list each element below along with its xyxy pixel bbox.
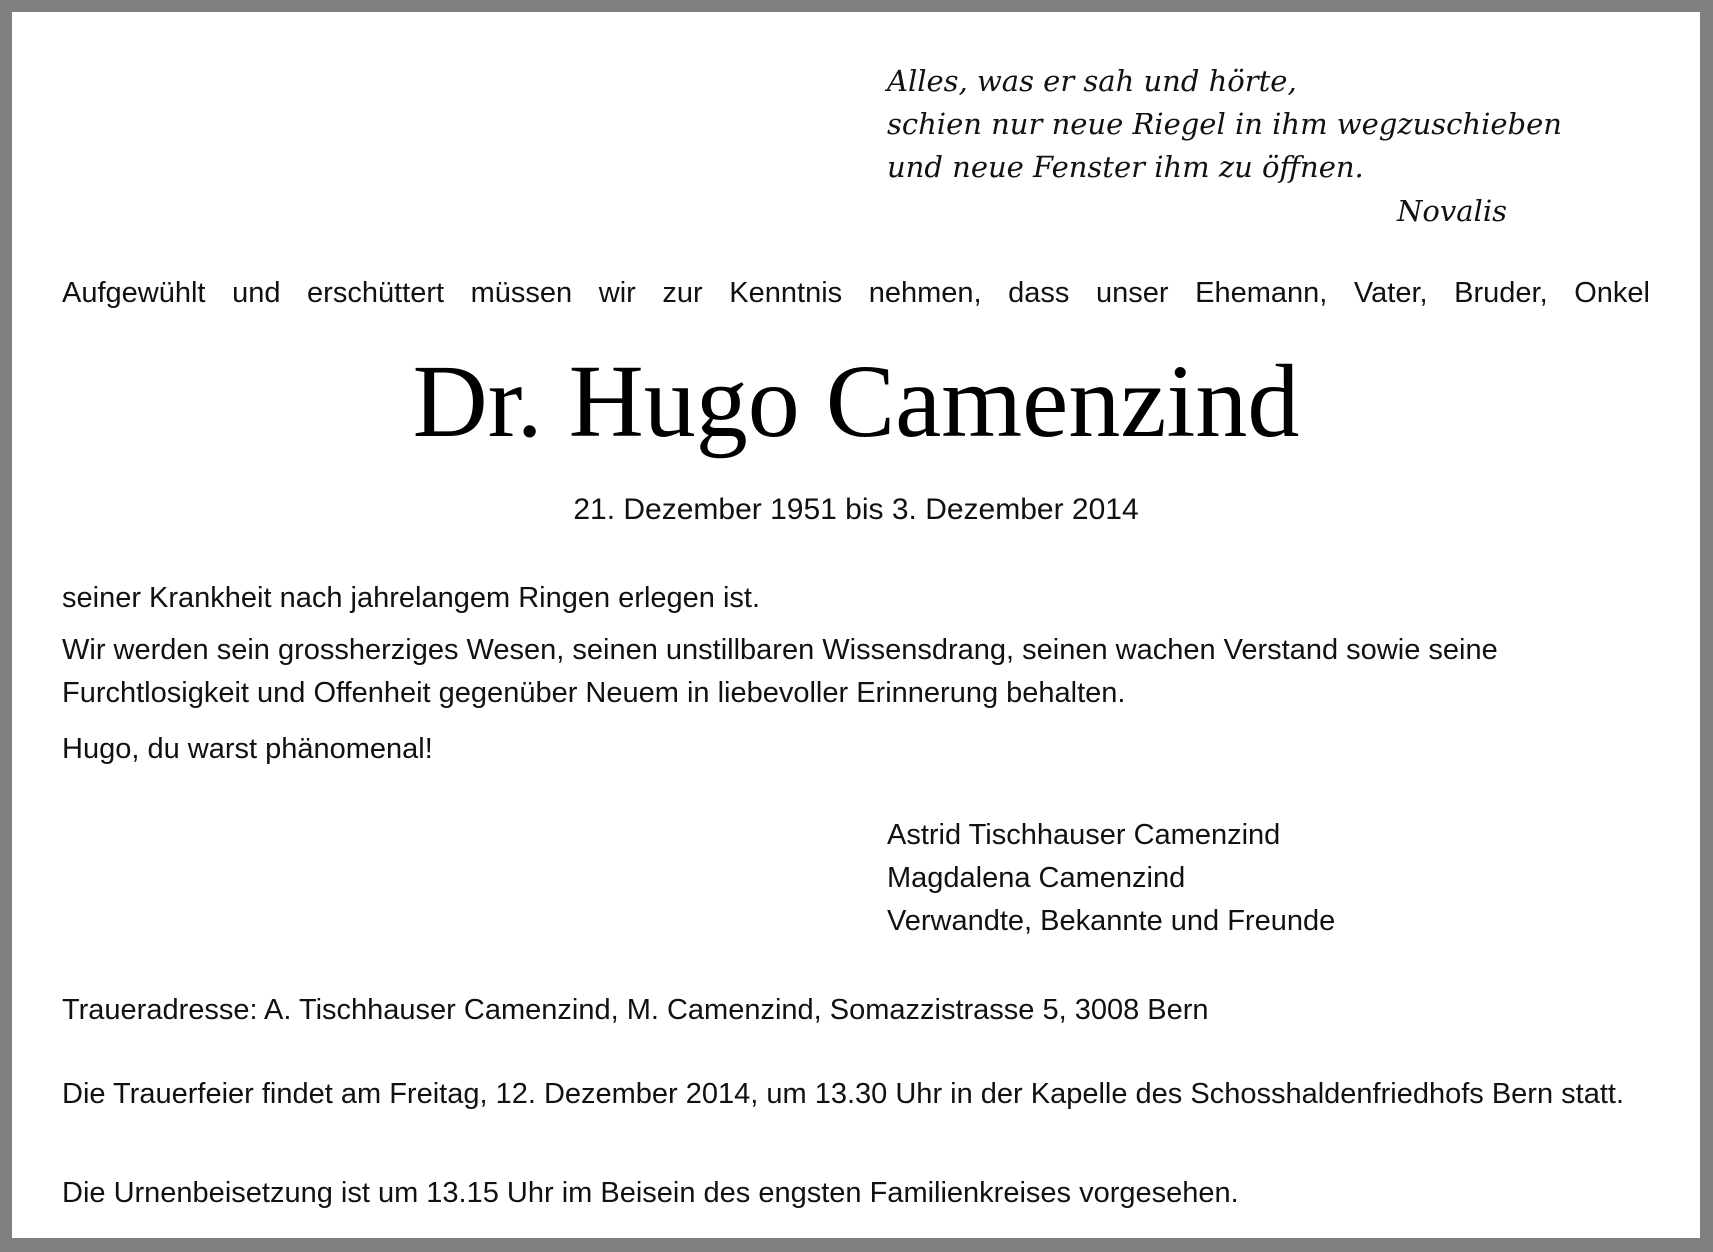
memory-paragraph: Wir werden sein grossherziges Wesen, seinen unstillbaren Wissensdrang, seinen wachen Verstand sowie seine Furchtlosigkeit und Offenheit gegenüber Neuem in liebevoller Erinnerung behalten.: [62, 634, 1498, 709]
quote-line: schien nur neue Riegel in ihm wegzuschieben: [887, 107, 1562, 141]
deceased-name: Dr. Hugo Camenzind: [412, 344, 1300, 459]
quote-block: [887, 60, 1562, 189]
tribute-paragraph: Hugo, du warst phänomenal!: [62, 733, 433, 765]
quote-line: Alles, was er sah und hörte,: [887, 64, 1297, 98]
ceremony-info: Die Trauerfeier findet am Freitag, 12. Dezember 2014, um 13.30 Uhr in der Kapelle des Schosshaldenfriedhofs Bern statt.: [62, 1078, 1625, 1110]
illness-paragraph: seiner Krankheit nach jahrelangem Ringen erlegen ist.: [62, 582, 761, 614]
quote-author: Novalis: [1397, 194, 1507, 228]
signer-name: Verwandte, Bekannte und Freunde: [887, 905, 1336, 937]
signer-name: Magdalena Camenzind: [887, 862, 1186, 894]
urn-burial-info: Die Urnenbeisetzung ist um 13.15 Uhr im Beisein des engsten Familienkreises vorgesehen.: [62, 1177, 1239, 1209]
intro-text: Aufgewühlt und erschüttert müssen wir zur Kenntnis nehmen, dass unser Ehemann, Vater, Bruder, Onkel: [62, 277, 1650, 309]
life-dates: 21. Dezember 1951 bis 3. Dezember 2014: [573, 493, 1139, 526]
signer-name: Astrid Tischhauser Camenzind: [887, 819, 1281, 851]
quote-line: und neue Fenster ihm zu öffnen.: [887, 150, 1364, 184]
obituary-notice: [12, 12, 1700, 1238]
signers-block: [887, 814, 1587, 943]
mourning-address: Traueradresse: A. Tischhauser Camenzind, M. Camenzind, Somazzistrasse 5, 3008 Bern: [62, 994, 1209, 1026]
